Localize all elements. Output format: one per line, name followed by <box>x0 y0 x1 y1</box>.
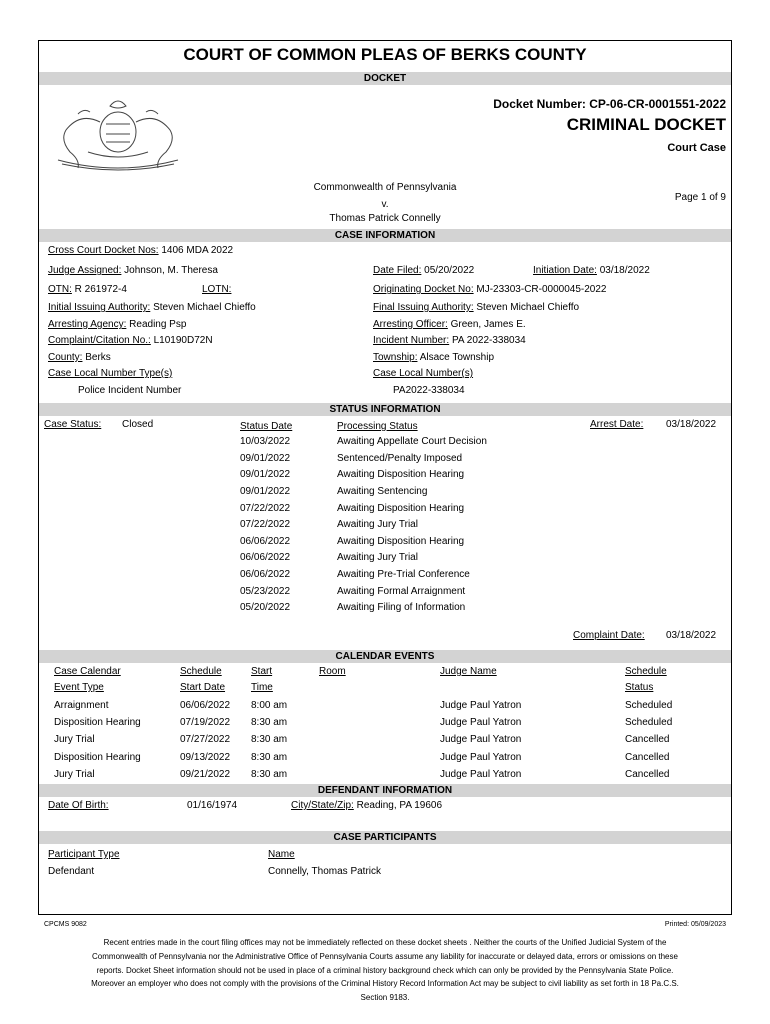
participant-type-header: Participant Type <box>48 849 120 860</box>
schedule-status-header-2: Status <box>625 682 654 693</box>
processing-status: Awaiting Formal Arraignment <box>337 586 466 597</box>
otn-row <box>48 284 127 295</box>
arresting-officer-value: Green, James E. <box>450 319 526 330</box>
status-date: 09/01/2022 <box>240 469 291 480</box>
event-status: Scheduled <box>625 700 673 711</box>
incident-row <box>373 335 526 346</box>
event-time: 8:30 am <box>251 734 288 745</box>
event-judge: Judge Paul Yatron <box>440 734 522 745</box>
city-state-zip-value: Reading, PA 19606 <box>356 800 443 811</box>
status-date: 06/06/2022 <box>240 536 291 547</box>
judge-row <box>48 265 218 276</box>
event-type-header-2: Event Type <box>54 682 104 693</box>
case-local-type-value: Police Incident Number <box>78 385 182 396</box>
caption-v: v. <box>381 199 389 210</box>
start-time-header-1: Start <box>251 666 273 677</box>
caption-defendant: Thomas Patrick Connelly <box>329 213 441 224</box>
event-date: 09/21/2022 <box>180 769 231 780</box>
case-participants-bar: CASE PARTICIPANTS <box>39 831 731 844</box>
arrest-date-value: 03/18/2022 <box>666 419 717 430</box>
status-date: 07/22/2022 <box>240 519 291 530</box>
case-kind: Court Case <box>667 142 726 154</box>
court-title: COURT OF COMMON PLEAS OF BERKS COUNTY <box>183 45 587 64</box>
processing-status: Awaiting Jury Trial <box>337 519 418 530</box>
township-value: Alsace Township <box>419 352 495 363</box>
event-status: Cancelled <box>625 769 670 780</box>
case-status-value: Closed <box>122 419 154 430</box>
lotn-label: LOTN: <box>202 284 232 295</box>
disclaimer: Recent entries made in the court filing offices may not be immediately reflected on these docket sheets . Neither the courts of the Unified Judicial System of the Commonwealth of Pennsylvania nor the Administrative Office of Pennsylvania Courts assume any liability for inaccurate or delayed data, errors or omissions on these reports. Docket Sheet information should not be used in place of a criminal history background check which can only be provided by the Pennsylvania State Police. Moreover an employer who does not comply with the provisions of the Criminal History Record Information Act may be subject to civil liability as set forth in 18 Pa.C.S. Section 9183. <box>91 938 679 1003</box>
incident-value: PA 2022-338034 <box>451 335 526 346</box>
event-status: Cancelled <box>625 734 670 745</box>
case-local-number-label: Case Local Number(s) <box>373 368 474 379</box>
judge-name-header: Judge Name <box>440 666 497 677</box>
complaint-date-label: Complaint Date: <box>573 630 645 641</box>
start-time-header-2: Time <box>251 682 273 693</box>
status-information-bar: STATUS INFORMATION <box>39 403 731 416</box>
county-value: Berks <box>85 352 111 363</box>
event-type: Arraignment <box>54 700 109 711</box>
date-filed-label: Date Filed: <box>373 265 422 276</box>
initial-issuing-label: Initial Issuing Authority: <box>48 302 151 313</box>
case-local-type-label: Case Local Number Type(s) <box>48 368 173 379</box>
event-type: Disposition Hearing <box>54 717 141 728</box>
participant-type: Defendant <box>48 866 95 877</box>
processing-status: Awaiting Disposition Hearing <box>337 503 465 514</box>
originating-docket-row <box>373 284 606 295</box>
dob-value: 01/16/1974 <box>187 800 238 811</box>
docket-number: Docket Number: CP-06-CR-0001551-2022 <box>493 97 726 111</box>
complaint-date-value: 03/18/2022 <box>666 630 717 641</box>
event-time: 8:30 am <box>251 752 288 763</box>
status-date: 10/03/2022 <box>240 436 291 447</box>
participant-name: Connelly, Thomas Patrick <box>268 866 382 877</box>
room-header: Room <box>319 666 346 677</box>
complaint-row <box>48 335 213 346</box>
event-judge: Judge Paul Yatron <box>440 769 522 780</box>
arresting-officer-label: Arresting Officer: <box>373 319 448 330</box>
initiation-date-label: Initiation Date: <box>533 265 597 276</box>
event-time: 8:00 am <box>251 700 288 711</box>
status-date: 09/01/2022 <box>240 453 291 464</box>
docket-bar: DOCKET <box>39 72 731 85</box>
final-issuing-row <box>373 302 579 313</box>
cross-docket-row <box>48 245 233 256</box>
cross-docket-value: 1406 MDA 2022 <box>161 245 234 256</box>
event-type: Disposition Hearing <box>54 752 141 763</box>
schedule-date-header-1: Schedule <box>180 666 222 677</box>
pennsylvania-seal-icon <box>48 94 188 174</box>
processing-status: Awaiting Appellate Court Decision <box>337 436 487 447</box>
event-type: Jury Trial <box>54 734 95 745</box>
processing-status: Awaiting Sentencing <box>337 486 428 497</box>
event-status: Scheduled <box>625 717 673 728</box>
city-state-zip-label: City/State/Zip: <box>291 800 354 811</box>
processing-status-header: Processing Status <box>337 421 418 432</box>
date-filed-row <box>373 265 474 276</box>
otn-value: R 261972-4 <box>74 284 127 295</box>
township-row <box>373 352 494 363</box>
calendar-events-bar: CALENDAR EVENTS <box>39 650 731 663</box>
form-id: CPCMS 9082 <box>44 921 87 928</box>
agency-value: Reading Psp <box>129 319 187 330</box>
event-status: Cancelled <box>625 752 670 763</box>
final-issuing-value: Steven Michael Chieffo <box>476 302 580 313</box>
initial-issuing-row <box>48 302 256 313</box>
processing-status: Awaiting Disposition Hearing <box>337 536 465 547</box>
incident-label: Incident Number: <box>373 335 450 346</box>
event-date: 07/19/2022 <box>180 717 231 728</box>
arrest-date-label: Arrest Date: <box>590 419 644 430</box>
processing-status: Sentenced/Penalty Imposed <box>337 453 463 464</box>
complaint-label: Complaint/Citation No.: <box>48 335 151 346</box>
status-date-header: Status Date <box>240 421 293 432</box>
status-date: 05/20/2022 <box>240 602 291 613</box>
status-date: 09/01/2022 <box>240 486 291 497</box>
initial-issuing-value: Steven Michael Chieffo <box>153 302 256 313</box>
event-judge: Judge Paul Yatron <box>440 700 522 711</box>
initiation-date-row <box>533 265 650 276</box>
judge-label: Judge Assigned: <box>48 265 122 276</box>
event-date: 09/13/2022 <box>180 752 231 763</box>
processing-status: Awaiting Filing of Information <box>337 602 466 613</box>
initiation-date-value: 03/18/2022 <box>599 265 650 276</box>
event-date: 06/06/2022 <box>180 700 231 711</box>
agency-label: Arresting Agency: <box>48 319 127 330</box>
processing-status: Awaiting Pre-Trial Conference <box>337 569 470 580</box>
event-date: 07/27/2022 <box>180 734 231 745</box>
printed-date: Printed: 05/09/2023 <box>664 921 726 928</box>
processing-status: Awaiting Jury Trial <box>337 552 418 563</box>
processing-status: Awaiting Disposition Hearing <box>337 469 465 480</box>
case-local-number-value: PA2022-338034 <box>393 385 465 396</box>
cross-docket-label: Cross Court Docket Nos: <box>48 245 159 256</box>
page-number: Page 1 of 9 <box>674 192 726 203</box>
event-judge: Judge Paul Yatron <box>440 717 522 728</box>
status-date: 07/22/2022 <box>240 503 291 514</box>
event-judge: Judge Paul Yatron <box>440 752 522 763</box>
docket-type: CRIMINAL DOCKET <box>566 115 726 134</box>
event-time: 8:30 am <box>251 769 288 780</box>
schedule-status-header-1: Schedule <box>625 666 667 677</box>
otn-label: OTN: <box>48 284 72 295</box>
status-date: 05/23/2022 <box>240 586 291 597</box>
schedule-date-header-2: Start Date <box>180 682 226 693</box>
case-status-label: Case Status: <box>44 419 102 430</box>
status-date: 06/06/2022 <box>240 569 291 580</box>
participant-name-header: Name <box>268 849 295 860</box>
event-type: Jury Trial <box>54 769 95 780</box>
originating-docket-value: MJ-23303-CR-0000045-2022 <box>476 284 607 295</box>
case-status-row <box>44 419 153 430</box>
date-filed-value: 05/20/2022 <box>424 265 475 276</box>
county-row <box>48 352 111 363</box>
event-type-header-1: Case Calendar <box>54 666 121 677</box>
county-label: County: <box>48 352 83 363</box>
agency-row <box>48 319 186 330</box>
complaint-value: L10190D72N <box>153 335 213 346</box>
arresting-officer-row <box>373 319 526 330</box>
status-date: 06/06/2022 <box>240 552 291 563</box>
judge-value: Johnson, M. Theresa <box>124 265 218 276</box>
caption-plaintiff: Commonwealth of Pennsylvania <box>313 182 457 193</box>
case-information-bar: CASE INFORMATION <box>39 229 731 242</box>
defendant-information-bar: DEFENDANT INFORMATION <box>39 784 731 797</box>
dob-label: Date Of Birth: <box>48 800 109 811</box>
township-label: Township: <box>373 352 418 363</box>
city-state-zip-row <box>291 800 442 811</box>
final-issuing-label: Final Issuing Authority: <box>373 302 474 313</box>
event-time: 8:30 am <box>251 717 288 728</box>
originating-docket-label: Originating Docket No: <box>373 284 474 295</box>
